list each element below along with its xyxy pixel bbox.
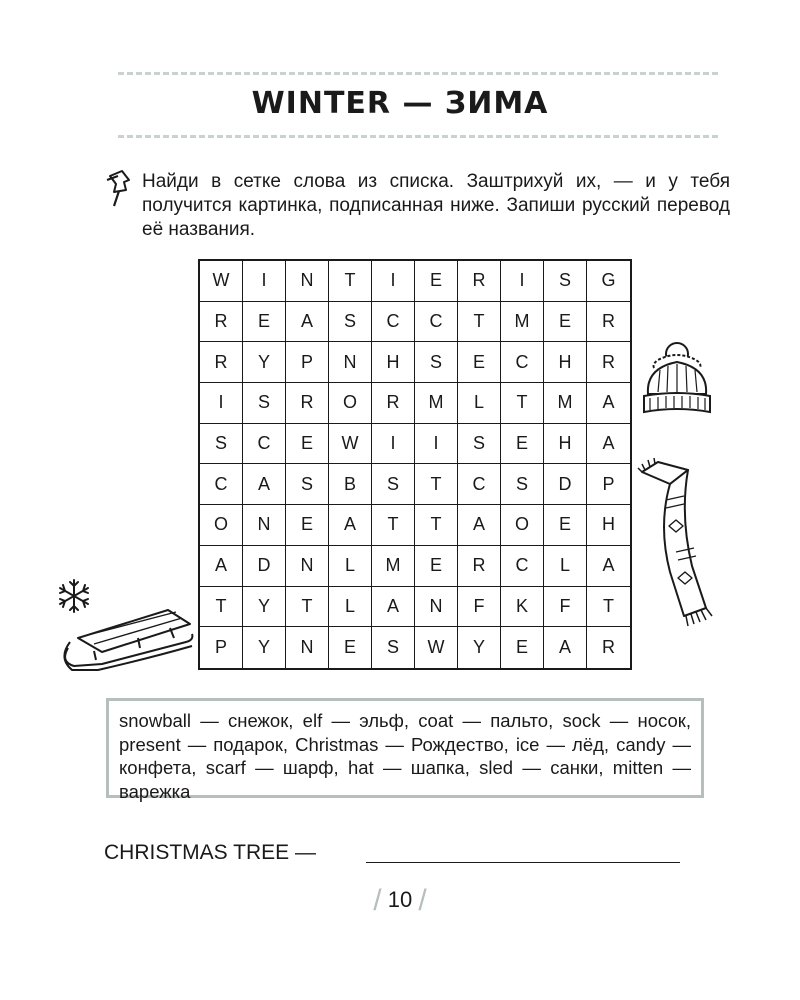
grid-cell[interactable]: H xyxy=(544,424,587,465)
grid-cell[interactable]: I xyxy=(243,261,286,302)
grid-cell[interactable]: A xyxy=(372,587,415,628)
word-search-grid xyxy=(198,259,632,670)
grid-cell[interactable]: I xyxy=(372,261,415,302)
grid-cell[interactable]: W xyxy=(329,424,372,465)
answer-line[interactable] xyxy=(366,862,680,863)
grid-cell[interactable]: S xyxy=(544,261,587,302)
grid-cell[interactable]: H xyxy=(544,342,587,383)
grid-cell[interactable]: E xyxy=(501,627,544,668)
grid-cell[interactable]: E xyxy=(415,546,458,587)
grid-cell[interactable]: E xyxy=(415,261,458,302)
grid-cell[interactable]: N xyxy=(286,627,329,668)
page-number-value: 10 xyxy=(387,887,413,912)
grid-cell[interactable]: I xyxy=(501,261,544,302)
grid-cell[interactable]: S xyxy=(329,302,372,343)
grid-cell[interactable]: T xyxy=(501,383,544,424)
grid-cell[interactable]: T xyxy=(286,587,329,628)
grid-cell[interactable]: S xyxy=(243,383,286,424)
decorative-dashed-line-bottom xyxy=(118,135,718,138)
grid-cell[interactable]: O xyxy=(200,505,243,546)
grid-cell[interactable]: C xyxy=(501,546,544,587)
grid-cell[interactable]: M xyxy=(501,302,544,343)
grid-cell[interactable]: R xyxy=(587,302,630,343)
instructions-text: Найди в сетке слова из списка. Заштрихуй их, — и у тебя получится картинка, подписанная ниже. Запиши русский перевод её названия. xyxy=(142,171,730,240)
grid-cell[interactable]: S xyxy=(458,424,501,465)
grid-cell[interactable]: M xyxy=(372,546,415,587)
grid-cell[interactable]: W xyxy=(200,261,243,302)
grid-cell[interactable]: A xyxy=(587,383,630,424)
grid-cell[interactable]: F xyxy=(458,587,501,628)
grid-cell[interactable]: C xyxy=(372,302,415,343)
grid-cell[interactable]: C xyxy=(415,302,458,343)
grid-cell[interactable]: A xyxy=(587,546,630,587)
grid-cell[interactable]: T xyxy=(372,505,415,546)
grid-cell[interactable]: K xyxy=(501,587,544,628)
grid-cell[interactable]: N xyxy=(286,261,329,302)
grid-cell[interactable]: F xyxy=(544,587,587,628)
grid-cell[interactable]: T xyxy=(200,587,243,628)
grid-cell[interactable]: T xyxy=(587,587,630,628)
answer-prompt: CHRISTMAS TREE — xyxy=(104,841,316,864)
grid-cell[interactable]: R xyxy=(458,546,501,587)
grid-cell[interactable]: C xyxy=(200,464,243,505)
grid-cell[interactable]: R xyxy=(587,342,630,383)
grid-cell[interactable]: N xyxy=(243,505,286,546)
grid-cell[interactable]: A xyxy=(329,505,372,546)
grid-cell[interactable]: C xyxy=(458,464,501,505)
grid-cell[interactable]: E xyxy=(243,302,286,343)
grid-cell[interactable]: E xyxy=(501,424,544,465)
grid-cell[interactable]: S xyxy=(286,464,329,505)
scarf-icon xyxy=(636,456,732,632)
grid-cell[interactable]: A xyxy=(587,424,630,465)
grid-cell[interactable]: I xyxy=(372,424,415,465)
grid-cell[interactable]: O xyxy=(501,505,544,546)
grid-cell[interactable]: C xyxy=(501,342,544,383)
grid-cell[interactable]: H xyxy=(587,505,630,546)
grid-cell[interactable]: A xyxy=(544,627,587,668)
grid-cell[interactable]: I xyxy=(200,383,243,424)
page-title: WINTER — ЗИМА xyxy=(251,86,549,121)
grid-cell[interactable]: P xyxy=(286,342,329,383)
grid-cell[interactable]: P xyxy=(587,464,630,505)
grid-cell[interactable]: E xyxy=(544,505,587,546)
grid-cell[interactable]: M xyxy=(415,383,458,424)
grid-cell[interactable]: Y xyxy=(243,342,286,383)
pushpin-icon xyxy=(104,168,134,208)
grid-cell[interactable]: S xyxy=(372,464,415,505)
knit-hat-icon xyxy=(640,340,714,420)
page-number: / 10 / xyxy=(373,884,427,917)
grid-cell[interactable]: S xyxy=(372,627,415,668)
grid-cell[interactable]: N xyxy=(415,587,458,628)
grid-cell[interactable]: D xyxy=(243,546,286,587)
grid-cell[interactable]: N xyxy=(329,342,372,383)
grid-cell[interactable]: L xyxy=(544,546,587,587)
grid-cell[interactable]: P xyxy=(200,627,243,668)
grid-cell[interactable]: I xyxy=(415,424,458,465)
grid-cell[interactable]: Y xyxy=(458,627,501,668)
grid-cell[interactable]: W xyxy=(415,627,458,668)
grid-cell[interactable]: A xyxy=(243,464,286,505)
grid-cell[interactable]: R xyxy=(200,302,243,343)
grid-cell[interactable]: C xyxy=(243,424,286,465)
grid-cell[interactable]: L xyxy=(329,546,372,587)
grid-cell[interactable]: T xyxy=(329,261,372,302)
grid-cell[interactable]: M xyxy=(544,383,587,424)
grid-cell[interactable]: R xyxy=(372,383,415,424)
grid-cell[interactable]: L xyxy=(329,587,372,628)
grid-cell[interactable]: E xyxy=(458,342,501,383)
grid-cell[interactable]: O xyxy=(329,383,372,424)
grid-cell[interactable]: A xyxy=(458,505,501,546)
grid-cell[interactable]: T xyxy=(415,505,458,546)
grid-cell[interactable]: R xyxy=(200,342,243,383)
grid-cell[interactable]: H xyxy=(372,342,415,383)
grid-cell[interactable]: R xyxy=(458,261,501,302)
grid-cell[interactable]: B xyxy=(329,464,372,505)
grid-cell[interactable]: A xyxy=(286,302,329,343)
grid-cell[interactable]: E xyxy=(329,627,372,668)
grid-cell[interactable]: T xyxy=(458,302,501,343)
grid-cell[interactable]: R xyxy=(602,637,615,658)
grid-cell[interactable]: A xyxy=(200,546,243,587)
grid-cell[interactable]: S xyxy=(501,464,544,505)
grid-cell[interactable]: S xyxy=(200,424,243,465)
grid-cell[interactable]: D xyxy=(544,464,587,505)
grid-cell[interactable]: R xyxy=(286,383,329,424)
grid-cell[interactable]: N xyxy=(286,546,329,587)
grid-cell[interactable]: Y xyxy=(243,627,286,668)
grid-cell[interactable]: Y xyxy=(243,587,286,628)
grid-cell[interactable]: E xyxy=(286,505,329,546)
grid-cell[interactable]: S xyxy=(415,342,458,383)
grid-cell[interactable]: E xyxy=(286,424,329,465)
grid-cell[interactable]: L xyxy=(458,383,501,424)
grid-cell[interactable]: T xyxy=(415,464,458,505)
word-list-box: snowball — снежок, elf — эльф, coat — пальто, sock — носок, present — подарок, Christmas — Рождество, ice — лёд, candy — конфета, scarf — шарф, hat — шапка, sled — санки, mitten — варежка xyxy=(106,698,704,798)
sled-icon xyxy=(58,602,198,674)
grid-cell[interactable]: E xyxy=(544,302,587,343)
decorative-dashed-line-top xyxy=(118,72,718,75)
grid-cell[interactable]: G xyxy=(587,261,630,302)
